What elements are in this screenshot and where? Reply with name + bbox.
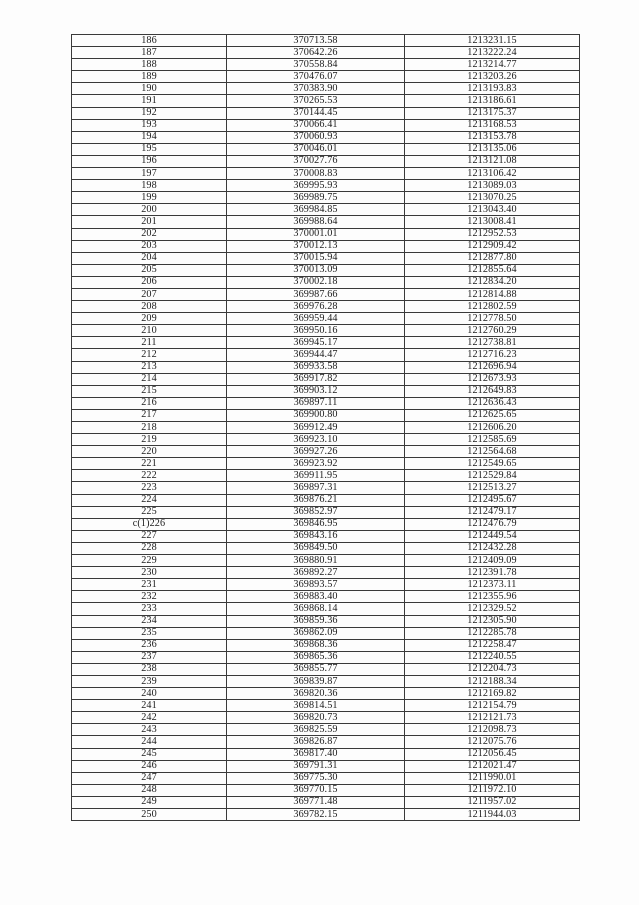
table-row	[72, 131, 580, 143]
table-row	[72, 71, 580, 83]
y-coordinate-cell: 1212909.42	[405, 240, 580, 252]
y-coordinate-cell: 1211944.03	[405, 809, 580, 821]
point-number-cell: 246	[72, 760, 227, 772]
table-row	[72, 59, 580, 71]
x-coordinate-cell: 369950.16	[227, 325, 405, 337]
table-row	[72, 180, 580, 192]
table-row	[72, 675, 580, 687]
y-coordinate-cell: 1212188.34	[405, 675, 580, 687]
point-number-cell: 238	[72, 663, 227, 675]
x-coordinate-cell: 370002.18	[227, 276, 405, 288]
table-row	[72, 724, 580, 736]
table-row	[72, 651, 580, 663]
y-coordinate-cell: 1211990.01	[405, 772, 580, 784]
table-row	[72, 748, 580, 760]
table-row	[72, 397, 580, 409]
point-number-cell: 243	[72, 724, 227, 736]
point-number-cell: 218	[72, 422, 227, 434]
y-coordinate-cell: 1212121.73	[405, 712, 580, 724]
point-number-cell: 207	[72, 288, 227, 300]
y-coordinate-cell: 1212625.65	[405, 409, 580, 421]
point-number-cell: 197	[72, 168, 227, 180]
point-number-cell: 239	[72, 675, 227, 687]
y-coordinate-cell: 1212495.67	[405, 494, 580, 506]
x-coordinate-cell: 369855.77	[227, 663, 405, 675]
table-row	[72, 627, 580, 639]
y-coordinate-cell: 1213153.78	[405, 131, 580, 143]
x-coordinate-cell: 369883.40	[227, 591, 405, 603]
point-number-cell: 189	[72, 71, 227, 83]
y-coordinate-cell: 1212021.47	[405, 760, 580, 772]
table-row	[72, 252, 580, 264]
y-coordinate-cell: 1212154.79	[405, 700, 580, 712]
y-coordinate-cell: 1212285.78	[405, 627, 580, 639]
y-coordinate-cell: 1212814.88	[405, 288, 580, 300]
table-row	[72, 313, 580, 325]
point-number-cell: 220	[72, 446, 227, 458]
x-coordinate-cell: 370012.13	[227, 240, 405, 252]
point-number-cell: 247	[72, 772, 227, 784]
x-coordinate-cell: 370265.53	[227, 95, 405, 107]
x-coordinate-cell: 369843.16	[227, 530, 405, 542]
y-coordinate-cell: 1213231.15	[405, 35, 580, 47]
y-coordinate-cell: 1212240.55	[405, 651, 580, 663]
y-coordinate-cell: 1212673.93	[405, 373, 580, 385]
table-row	[72, 47, 580, 59]
y-coordinate-cell: 1212696.94	[405, 361, 580, 373]
table-row	[72, 518, 580, 530]
point-number-cell: 208	[72, 301, 227, 313]
table-row	[72, 168, 580, 180]
point-number-cell: 200	[72, 204, 227, 216]
x-coordinate-cell: 369959.44	[227, 313, 405, 325]
table-row	[72, 567, 580, 579]
x-coordinate-cell: 369912.49	[227, 422, 405, 434]
x-coordinate-cell: 369911.95	[227, 470, 405, 482]
x-coordinate-cell: 370713.58	[227, 35, 405, 47]
point-number-cell: 196	[72, 155, 227, 167]
point-number-cell: 206	[72, 276, 227, 288]
y-coordinate-cell: 1212877.80	[405, 252, 580, 264]
point-number-cell: 241	[72, 700, 227, 712]
point-number-cell: 249	[72, 796, 227, 808]
x-coordinate-cell: 369923.10	[227, 434, 405, 446]
point-number-cell: 232	[72, 591, 227, 603]
x-coordinate-cell: 369923.92	[227, 458, 405, 470]
table-row	[72, 591, 580, 603]
x-coordinate-cell: 370476.07	[227, 71, 405, 83]
point-number-cell: 193	[72, 119, 227, 131]
point-number-cell: 231	[72, 579, 227, 591]
table-row	[72, 446, 580, 458]
table-row	[72, 301, 580, 313]
table-row	[72, 784, 580, 796]
point-number-cell: 203	[72, 240, 227, 252]
y-coordinate-cell: 1212606.20	[405, 422, 580, 434]
table-row	[72, 639, 580, 651]
table-row	[72, 434, 580, 446]
y-coordinate-cell: 1212479.17	[405, 506, 580, 518]
y-coordinate-cell: 1212716.23	[405, 349, 580, 361]
table-row	[72, 373, 580, 385]
x-coordinate-cell: 369897.31	[227, 482, 405, 494]
point-number-cell: 221	[72, 458, 227, 470]
point-number-cell: 242	[72, 712, 227, 724]
point-number-cell: 191	[72, 95, 227, 107]
y-coordinate-cell: 1213214.77	[405, 59, 580, 71]
table-row	[72, 204, 580, 216]
point-number-cell: 202	[72, 228, 227, 240]
x-coordinate-cell: 369820.73	[227, 712, 405, 724]
table-row	[72, 688, 580, 700]
y-coordinate-cell: 1212778.50	[405, 313, 580, 325]
y-coordinate-cell: 1212056.45	[405, 748, 580, 760]
y-coordinate-cell: 1212391.78	[405, 567, 580, 579]
point-number-cell: 199	[72, 192, 227, 204]
coordinates-table	[71, 34, 580, 821]
point-number-cell: 248	[72, 784, 227, 796]
y-coordinate-cell: 1213106.42	[405, 168, 580, 180]
y-coordinate-cell: 1212564.68	[405, 446, 580, 458]
y-coordinate-cell: 1212855.64	[405, 264, 580, 276]
y-coordinate-cell: 1212738.81	[405, 337, 580, 349]
y-coordinate-cell: 1213186.61	[405, 95, 580, 107]
x-coordinate-cell: 369839.87	[227, 675, 405, 687]
x-coordinate-cell: 369976.28	[227, 301, 405, 313]
y-coordinate-cell: 1212476.79	[405, 518, 580, 530]
x-coordinate-cell: 369791.31	[227, 760, 405, 772]
y-coordinate-cell: 1212355.96	[405, 591, 580, 603]
point-number-cell: 244	[72, 736, 227, 748]
x-coordinate-cell: 369771.48	[227, 796, 405, 808]
y-coordinate-cell: 1212258.47	[405, 639, 580, 651]
table-row	[72, 385, 580, 397]
table-row	[72, 506, 580, 518]
table-row	[72, 361, 580, 373]
y-coordinate-cell: 1211972.10	[405, 784, 580, 796]
table-row	[72, 772, 580, 784]
x-coordinate-cell: 369892.27	[227, 567, 405, 579]
x-coordinate-cell: 370008.83	[227, 168, 405, 180]
table-row	[72, 192, 580, 204]
x-coordinate-cell: 369927.26	[227, 446, 405, 458]
point-number-cell: 237	[72, 651, 227, 663]
x-coordinate-cell: 369903.12	[227, 385, 405, 397]
table-row	[72, 422, 580, 434]
table-row	[72, 107, 580, 119]
table-row	[72, 615, 580, 627]
point-number-cell: 219	[72, 434, 227, 446]
table-row	[72, 95, 580, 107]
point-number-cell: 250	[72, 809, 227, 821]
point-number-cell: 211	[72, 337, 227, 349]
x-coordinate-cell: 370060.93	[227, 131, 405, 143]
x-coordinate-cell: 370144.45	[227, 107, 405, 119]
point-number-cell: 217	[72, 409, 227, 421]
x-coordinate-cell: 369862.09	[227, 627, 405, 639]
y-coordinate-cell: 1213008.41	[405, 216, 580, 228]
table-row	[72, 155, 580, 167]
table-row	[72, 458, 580, 470]
point-number-cell: 198	[72, 180, 227, 192]
x-coordinate-cell: 370001.01	[227, 228, 405, 240]
point-number-cell: 229	[72, 555, 227, 567]
table-row	[72, 542, 580, 554]
y-coordinate-cell: 1213175.37	[405, 107, 580, 119]
y-coordinate-cell: 1212098.73	[405, 724, 580, 736]
point-number-cell: 227	[72, 530, 227, 542]
point-number-cell: 210	[72, 325, 227, 337]
coordinates-table-body	[72, 35, 580, 821]
table-row	[72, 470, 580, 482]
x-coordinate-cell: 370015.94	[227, 252, 405, 264]
x-coordinate-cell: 369900.80	[227, 409, 405, 421]
table-row	[72, 240, 580, 252]
x-coordinate-cell: 369984.85	[227, 204, 405, 216]
x-coordinate-cell: 369868.14	[227, 603, 405, 615]
point-number-cell: 215	[72, 385, 227, 397]
table-row	[72, 663, 580, 675]
y-coordinate-cell: 1212513.27	[405, 482, 580, 494]
table-row	[72, 736, 580, 748]
y-coordinate-cell: 1212075.76	[405, 736, 580, 748]
table-row	[72, 494, 580, 506]
point-number-cell: 222	[72, 470, 227, 482]
y-coordinate-cell: 1212636.43	[405, 397, 580, 409]
table-row	[72, 482, 580, 494]
x-coordinate-cell: 369817.40	[227, 748, 405, 760]
x-coordinate-cell: 369917.82	[227, 373, 405, 385]
x-coordinate-cell: 369859.36	[227, 615, 405, 627]
x-coordinate-cell: 369852.97	[227, 506, 405, 518]
y-coordinate-cell: 1212649.83	[405, 385, 580, 397]
x-coordinate-cell: 370046.01	[227, 143, 405, 155]
point-number-cell: 233	[72, 603, 227, 615]
x-coordinate-cell: 369825.59	[227, 724, 405, 736]
point-number-cell: 214	[72, 373, 227, 385]
y-coordinate-cell: 1212585.69	[405, 434, 580, 446]
y-coordinate-cell: 1212952.53	[405, 228, 580, 240]
point-number-cell: 224	[72, 494, 227, 506]
y-coordinate-cell: 1213193.83	[405, 83, 580, 95]
table-row	[72, 264, 580, 276]
y-coordinate-cell: 1212373.11	[405, 579, 580, 591]
x-coordinate-cell: 369995.93	[227, 180, 405, 192]
y-coordinate-cell: 1212305.90	[405, 615, 580, 627]
table-row	[72, 579, 580, 591]
y-coordinate-cell: 1212169.82	[405, 688, 580, 700]
x-coordinate-cell: 370013.09	[227, 264, 405, 276]
point-number-cell: c(1)226	[72, 518, 227, 530]
y-coordinate-cell: 1212449.54	[405, 530, 580, 542]
point-number-cell: 201	[72, 216, 227, 228]
table-row	[72, 325, 580, 337]
point-number-cell: 195	[72, 143, 227, 155]
x-coordinate-cell: 369775.30	[227, 772, 405, 784]
table-row	[72, 216, 580, 228]
y-coordinate-cell: 1212432.28	[405, 542, 580, 554]
table-row	[72, 35, 580, 47]
x-coordinate-cell: 369782.15	[227, 809, 405, 821]
y-coordinate-cell: 1212760.29	[405, 325, 580, 337]
point-number-cell: 188	[72, 59, 227, 71]
table-row	[72, 228, 580, 240]
point-number-cell: 223	[72, 482, 227, 494]
point-number-cell: 187	[72, 47, 227, 59]
point-number-cell: 245	[72, 748, 227, 760]
x-coordinate-cell: 369988.64	[227, 216, 405, 228]
point-number-cell: 236	[72, 639, 227, 651]
y-coordinate-cell: 1213168.53	[405, 119, 580, 131]
y-coordinate-cell: 1213089.03	[405, 180, 580, 192]
table-row	[72, 288, 580, 300]
table-row	[72, 83, 580, 95]
y-coordinate-cell: 1213070.25	[405, 192, 580, 204]
x-coordinate-cell: 369893.57	[227, 579, 405, 591]
point-number-cell: 240	[72, 688, 227, 700]
table-row	[72, 349, 580, 361]
point-number-cell: 209	[72, 313, 227, 325]
table-row	[72, 700, 580, 712]
y-coordinate-cell: 1212802.59	[405, 301, 580, 313]
x-coordinate-cell: 369820.36	[227, 688, 405, 700]
x-coordinate-cell: 370027.76	[227, 155, 405, 167]
y-coordinate-cell: 1212834.20	[405, 276, 580, 288]
point-number-cell: 194	[72, 131, 227, 143]
table-row	[72, 530, 580, 542]
point-number-cell: 212	[72, 349, 227, 361]
y-coordinate-cell: 1211957.02	[405, 796, 580, 808]
point-number-cell: 192	[72, 107, 227, 119]
x-coordinate-cell: 369987.66	[227, 288, 405, 300]
table-row	[72, 409, 580, 421]
x-coordinate-cell: 369849.50	[227, 542, 405, 554]
x-coordinate-cell: 369933.58	[227, 361, 405, 373]
x-coordinate-cell: 370383.90	[227, 83, 405, 95]
x-coordinate-cell: 369770.15	[227, 784, 405, 796]
point-number-cell: 213	[72, 361, 227, 373]
point-number-cell: 186	[72, 35, 227, 47]
point-number-cell: 225	[72, 506, 227, 518]
x-coordinate-cell: 369868.36	[227, 639, 405, 651]
x-coordinate-cell: 369826.87	[227, 736, 405, 748]
point-number-cell: 235	[72, 627, 227, 639]
table-row	[72, 555, 580, 567]
y-coordinate-cell: 1212529.84	[405, 470, 580, 482]
table-row	[72, 760, 580, 772]
table-row	[72, 809, 580, 821]
x-coordinate-cell: 369897.11	[227, 397, 405, 409]
x-coordinate-cell: 369876.21	[227, 494, 405, 506]
table-row	[72, 276, 580, 288]
y-coordinate-cell: 1213043.40	[405, 204, 580, 216]
y-coordinate-cell: 1212329.52	[405, 603, 580, 615]
table-row	[72, 119, 580, 131]
x-coordinate-cell: 370558.84	[227, 59, 405, 71]
point-number-cell: 216	[72, 397, 227, 409]
point-number-cell: 190	[72, 83, 227, 95]
table-row	[72, 143, 580, 155]
y-coordinate-cell: 1213203.26	[405, 71, 580, 83]
x-coordinate-cell: 369944.47	[227, 349, 405, 361]
table-row	[72, 796, 580, 808]
table-row	[72, 712, 580, 724]
y-coordinate-cell: 1213222.24	[405, 47, 580, 59]
point-number-cell: 228	[72, 542, 227, 554]
table-row	[72, 337, 580, 349]
x-coordinate-cell: 369846.95	[227, 518, 405, 530]
point-number-cell: 230	[72, 567, 227, 579]
x-coordinate-cell: 370642.26	[227, 47, 405, 59]
table-row	[72, 603, 580, 615]
point-number-cell: 205	[72, 264, 227, 276]
y-coordinate-cell: 1212549.65	[405, 458, 580, 470]
point-number-cell: 234	[72, 615, 227, 627]
point-number-cell: 204	[72, 252, 227, 264]
y-coordinate-cell: 1213121.08	[405, 155, 580, 167]
x-coordinate-cell: 370066.41	[227, 119, 405, 131]
x-coordinate-cell: 369880.91	[227, 555, 405, 567]
x-coordinate-cell: 369865.36	[227, 651, 405, 663]
x-coordinate-cell: 369989.75	[227, 192, 405, 204]
y-coordinate-cell: 1212204.73	[405, 663, 580, 675]
y-coordinate-cell: 1213135.06	[405, 143, 580, 155]
x-coordinate-cell: 369814.51	[227, 700, 405, 712]
y-coordinate-cell: 1212409.09	[405, 555, 580, 567]
x-coordinate-cell: 369945.17	[227, 337, 405, 349]
